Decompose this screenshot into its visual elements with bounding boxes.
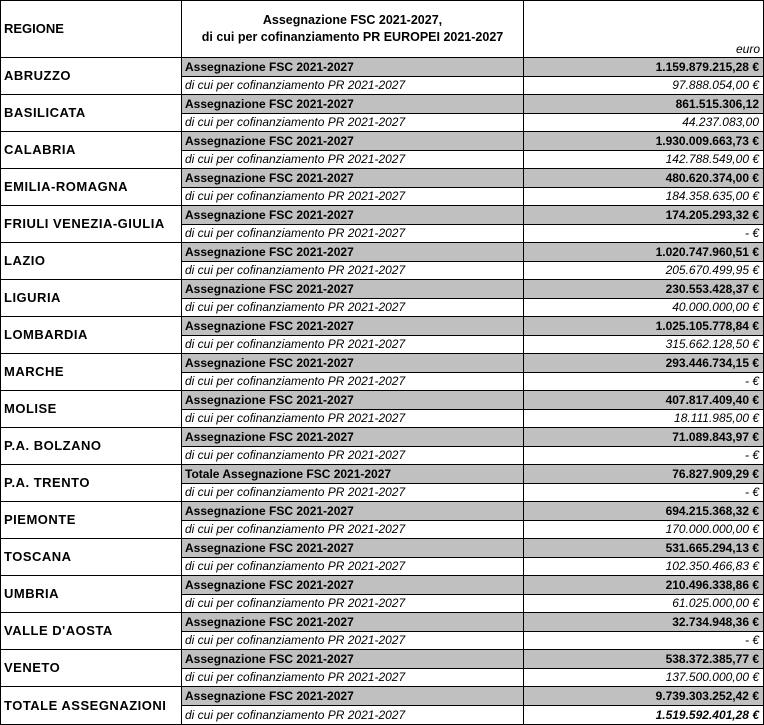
table-row	[1, 687, 764, 706]
allocation-value: 1.020.747.960,51 €	[524, 243, 764, 262]
cofinancing-label: di cui per cofinanziamento PR 2021-2027	[182, 150, 524, 169]
table-row	[1, 317, 764, 336]
header-title-line1: Assegnazione FSC 2021-2027,	[262, 13, 443, 27]
table-row	[1, 169, 764, 188]
allocation-label: Assegnazione FSC 2021-2027	[182, 280, 524, 299]
allocation-label: Assegnazione FSC 2021-2027	[182, 613, 524, 632]
cofinancing-label: di cui per cofinanziamento PR 2021-2027	[182, 706, 524, 725]
cofinancing-label: di cui per cofinanziamento PR 2021-2027	[182, 224, 524, 243]
allocation-label: Assegnazione FSC 2021-2027	[182, 169, 524, 188]
allocation-value: 407.817.409,40 €	[524, 391, 764, 410]
allocation-value: 76.827.909,29 €	[524, 465, 764, 484]
cofinancing-value: 315.662.128,50 €	[524, 335, 764, 354]
cofinancing-value: 170.000.000,00 €	[524, 520, 764, 539]
cofinancing-value: - €	[524, 483, 764, 502]
region-name: EMILIA-ROMAGNA	[1, 169, 182, 206]
allocation-value: 1.159.879.215,28 €	[524, 58, 764, 77]
region-name: LAZIO	[1, 243, 182, 280]
region-name: VALLE D'AOSTA	[1, 613, 182, 650]
region-name: LOMBARDIA	[1, 317, 182, 354]
allocation-label: Assegnazione FSC 2021-2027	[182, 428, 524, 447]
allocation-label: Assegnazione FSC 2021-2027	[182, 58, 524, 77]
region-name: MARCHE	[1, 354, 182, 391]
table-row	[1, 95, 764, 114]
cofinancing-value: 184.358.635,00 €	[524, 187, 764, 206]
region-name: ABRUZZO	[1, 58, 182, 95]
allocation-value: 9.739.303.252,42 €	[524, 687, 764, 706]
cofinancing-label: di cui per cofinanziamento PR 2021-2027	[182, 298, 524, 317]
region-name: VENETO	[1, 650, 182, 687]
cofinancing-value: - €	[524, 446, 764, 465]
cofinancing-label: di cui per cofinanziamento PR 2021-2027	[182, 446, 524, 465]
allocation-value: 210.496.338,86 €	[524, 576, 764, 595]
cofinancing-value: - €	[524, 372, 764, 391]
table-row	[1, 428, 764, 447]
cofinancing-value: 142.788.549,00 €	[524, 150, 764, 169]
table-row	[1, 280, 764, 299]
allocation-label: Assegnazione FSC 2021-2027	[182, 650, 524, 669]
allocation-value: 71.089.843,97 €	[524, 428, 764, 447]
table-row	[1, 465, 764, 484]
cofinancing-label: di cui per cofinanziamento PR 2021-2027	[182, 520, 524, 539]
allocation-label: Assegnazione FSC 2021-2027	[182, 576, 524, 595]
table-header-row	[1, 1, 764, 58]
cofinancing-label: di cui per cofinanziamento PR 2021-2027	[182, 187, 524, 206]
table-row	[1, 132, 764, 151]
cofinancing-label: di cui per cofinanziamento PR 2021-2027	[182, 483, 524, 502]
cofinancing-value: - €	[524, 631, 764, 650]
cofinancing-label: di cui per cofinanziamento PR 2021-2027	[182, 76, 524, 95]
allocation-label: Assegnazione FSC 2021-2027	[182, 354, 524, 373]
allocation-label: Assegnazione FSC 2021-2027	[182, 687, 524, 706]
allocation-value: 32.734.948,36 €	[524, 613, 764, 632]
cofinancing-value: 61.025.000,00 €	[524, 594, 764, 613]
allocation-value: 538.372.385,77 €	[524, 650, 764, 669]
allocation-label: Totale Assegnazione FSC 2021-2027	[182, 465, 524, 484]
cofinancing-value: 102.350.466,83 €	[524, 557, 764, 576]
header-region-label: REGIONE	[1, 1, 182, 58]
cofinancing-value: - €	[524, 224, 764, 243]
cofinancing-label: di cui per cofinanziamento PR 2021-2027	[182, 631, 524, 650]
cofinancing-value: 1.519.592.401,28 €	[524, 706, 764, 725]
cofinancing-label: di cui per cofinanziamento PR 2021-2027	[182, 113, 524, 132]
allocation-value: 861.515.306,12	[524, 95, 764, 114]
region-name: MOLISE	[1, 391, 182, 428]
allocation-value: 1.025.105.778,84 €	[524, 317, 764, 336]
cofinancing-value: 205.670.499,95 €	[524, 261, 764, 280]
table-row	[1, 502, 764, 521]
region-name: LIGURIA	[1, 280, 182, 317]
region-name: FRIULI VENEZIA-GIULIA	[1, 206, 182, 243]
table-row	[1, 576, 764, 595]
table-row	[1, 58, 764, 77]
allocation-label: Assegnazione FSC 2021-2027	[182, 391, 524, 410]
region-name: TOTALE ASSEGNAZIONI	[1, 687, 182, 725]
region-name: BASILICATA	[1, 95, 182, 132]
header-unit: euro	[524, 1, 764, 58]
allocation-label: Assegnazione FSC 2021-2027	[182, 539, 524, 558]
allocation-label: Assegnazione FSC 2021-2027	[182, 317, 524, 336]
cofinancing-label: di cui per cofinanziamento PR 2021-2027	[182, 594, 524, 613]
region-name: P.A. BOLZANO	[1, 428, 182, 465]
cofinancing-value: 137.500.000,00 €	[524, 668, 764, 687]
region-name: P.A. TRENTO	[1, 465, 182, 502]
allocation-value: 174.205.293,32 €	[524, 206, 764, 225]
region-name: TOSCANA	[1, 539, 182, 576]
cofinancing-value: 44.237.083,00	[524, 113, 764, 132]
cofinancing-label: di cui per cofinanziamento PR 2021-2027	[182, 372, 524, 391]
allocation-value: 480.620.374,00 €	[524, 169, 764, 188]
table-row	[1, 650, 764, 669]
header-title-line2: di cui per cofinanziamento PR EUROPEI 2021-2027	[201, 30, 504, 44]
cofinancing-value: 97.888.054,00 €	[524, 76, 764, 95]
allocation-value: 293.446.734,15 €	[524, 354, 764, 373]
table-row	[1, 243, 764, 262]
table-row	[1, 539, 764, 558]
allocation-label: Assegnazione FSC 2021-2027	[182, 95, 524, 114]
table-row	[1, 613, 764, 632]
region-name: CALABRIA	[1, 132, 182, 169]
cofinancing-value: 18.111.985,00 €	[524, 409, 764, 428]
table-row	[1, 354, 764, 373]
allocation-label: Assegnazione FSC 2021-2027	[182, 206, 524, 225]
allocation-label: Assegnazione FSC 2021-2027	[182, 502, 524, 521]
allocation-label: Assegnazione FSC 2021-2027	[182, 132, 524, 151]
cofinancing-label: di cui per cofinanziamento PR 2021-2027	[182, 409, 524, 428]
header-title	[182, 1, 524, 58]
cofinancing-label: di cui per cofinanziamento PR 2021-2027	[182, 261, 524, 280]
table-row	[1, 391, 764, 410]
cofinancing-value: 40.000.000,00 €	[524, 298, 764, 317]
allocation-value: 230.553.428,37 €	[524, 280, 764, 299]
cofinancing-label: di cui per cofinanziamento PR 2021-2027	[182, 557, 524, 576]
allocation-value: 694.215.368,32 €	[524, 502, 764, 521]
region-name: UMBRIA	[1, 576, 182, 613]
allocation-value: 1.930.009.663,73 €	[524, 132, 764, 151]
region-name: PIEMONTE	[1, 502, 182, 539]
allocation-label: Assegnazione FSC 2021-2027	[182, 243, 524, 262]
cofinancing-label: di cui per cofinanziamento PR 2021-2027	[182, 335, 524, 354]
table-row	[1, 206, 764, 225]
cofinancing-label: di cui per cofinanziamento PR 2021-2027	[182, 668, 524, 687]
allocation-value: 531.665.294,13 €	[524, 539, 764, 558]
